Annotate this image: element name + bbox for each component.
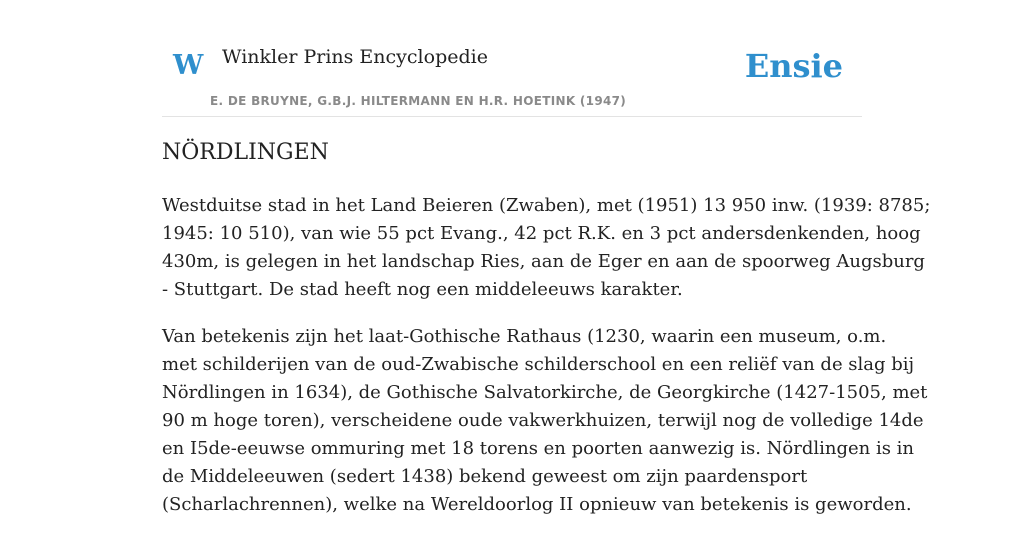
publication-logo[interactable]: W xyxy=(173,50,204,81)
text-line: 430m, is gelegen in het landschap Ries, aan de Eger en aan de spoorweg Augsburg xyxy=(162,251,925,272)
text-line: Nördlingen in 1634), de Gothische Salvatorkirche, de Georgkirche (1427-1505, met xyxy=(162,382,928,403)
text-line: (Scharlachrennen), welke na Wereldoorlog II opnieuw van betekenis is geworden. xyxy=(162,494,912,515)
text-line: de Middeleeuwen (sedert 1438) bekend geweest om zijn paardensport xyxy=(162,466,808,487)
publication-title[interactable]: Winkler Prins Encyclopedie xyxy=(222,46,488,68)
article-paragraph-2 xyxy=(162,323,928,519)
ensie-logo-link[interactable]: Ensie xyxy=(744,47,843,85)
text-line: 1945: 10 510), van wie 55 pct Evang., 42 pct R.K. en 3 pct andersdenkenden, hoog xyxy=(162,223,921,244)
text-line: 90 m hoge toren), verscheidene oude vakwerkhuizen, terwijl nog de volledige 14de xyxy=(162,410,924,431)
text-line: Westduitse stad in het Land Beieren (Zwaben), met (1951) 13 950 inw. (1939: 8785; xyxy=(162,195,931,216)
article-title: NÖRDLINGEN xyxy=(162,140,329,165)
text-line: en I5de-eeuwse ommuring met 18 torens en poorten aanwezig is. Nördlingen is in xyxy=(162,438,915,459)
page xyxy=(162,0,931,515)
article-paragraph-1 xyxy=(162,192,931,304)
header xyxy=(162,0,862,117)
text-line: met schilderijen van de oud-Zwabische schilderschool en een reliëf van de slag bij xyxy=(162,354,915,375)
publication-authors: E. DE BRUYNE, G.B.J. HILTERMANN EN H.R. HOETINK (1947) xyxy=(210,94,627,108)
text-line: Van betekenis zijn het laat-Gothische Rathaus (1230, waarin een museum, o.m. xyxy=(162,326,887,347)
article-body xyxy=(162,192,931,538)
text-line: - Stuttgart. De stad heeft nog een middeleeuws karakter. xyxy=(162,279,683,300)
